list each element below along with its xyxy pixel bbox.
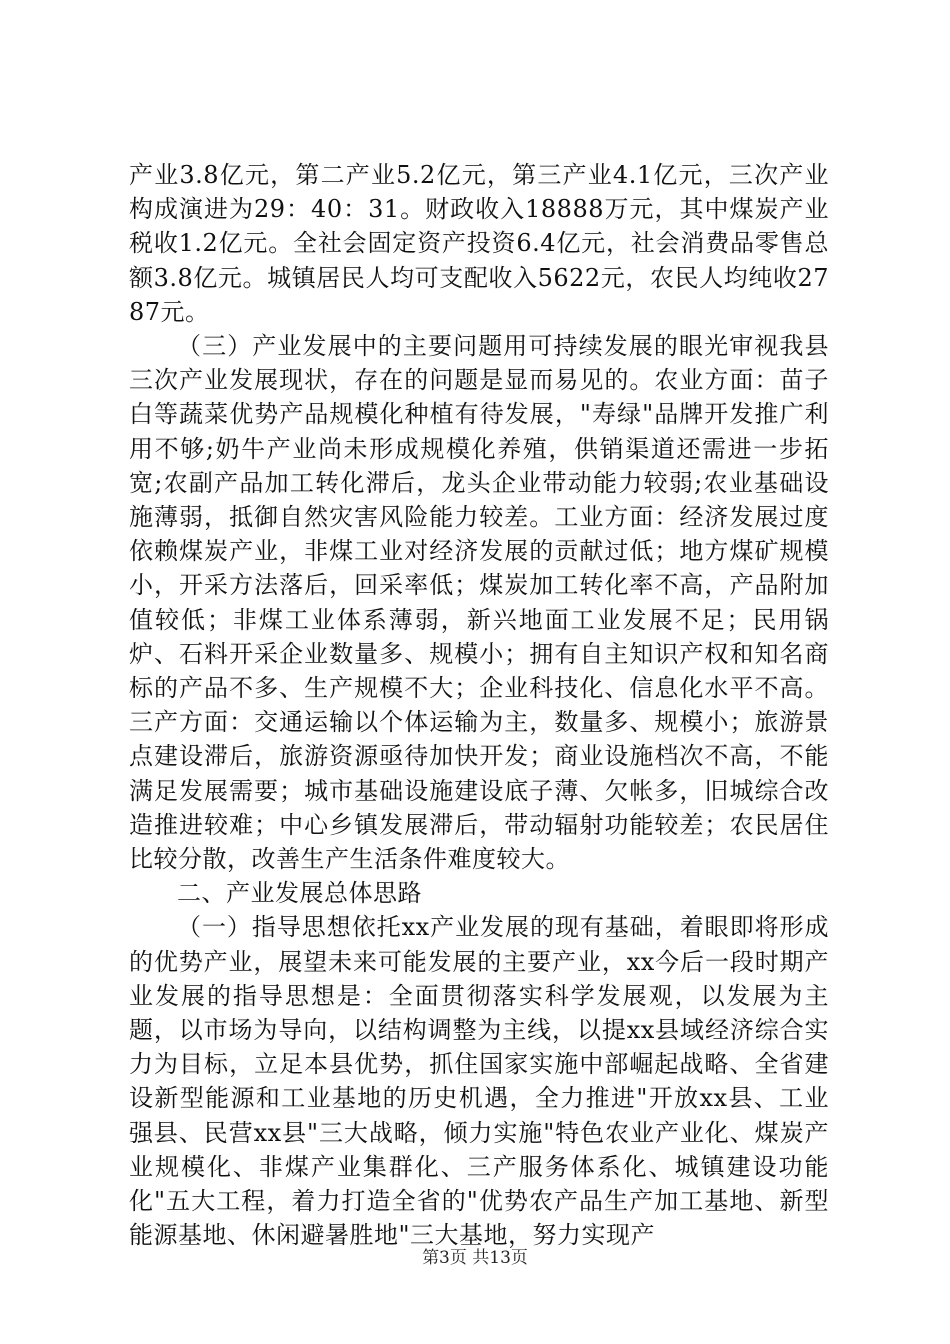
paragraph-guiding-ideology: （一）指导思想依托xx产业发展的现有基础，着眼即将形成的优势产业，展望未来可能发展的主要产业，xx今后一段时期产业发展的指导思想是：全面贯彻落实科学发展观，以发展为主题，以市场为导向，以结构调整为主线，以提xx县域经济综合实力为目标，立足本县优势，抓住国家实施中部崛起战略、全省建设新型能源和工业基地的历史机遇，全力推进"开放xx县、工业强县、民营xx县"三大战略，倾力实施"特色农业产业化、煤炭产业规模化、非煤产业集群化、三产服务体系化、城镇建设功能化"五大工程，着力打造全省的"优势农产品生产加工基地、新型能源基地、休闲避暑胜地"三大基地，努力实现产 <box>129 913 829 1250</box>
section-heading: 二、产业发展总体思路 <box>177 879 422 908</box>
paragraph-main-problems: （三）产业发展中的主要问题用可持续发展的眼光审视我县三次产业发展现状，存在的问题是显而易见的。农业方面：苗子白等蔬菜优势产品规模化种植有待发展，"寿绿"品牌开发推广利用不够;奶牛产业尚未形成规模化养殖，供销渠道还需进一步拓宽;农副产品加工转化滞后，龙头企业带动能力较弱;农业基础设施薄弱，抵御自然灾害风险能力较差。工业方面：经济发展过度依赖煤炭产业，非煤工业对经济发展的贡献过低；地方煤矿规模小，开采方法落后，回采率低；煤炭加工转化率不高，产品附加值较低；非煤工业体系薄弱，新兴地面工业发展不足；民用锅炉、石料开采企业数量多、规模小；拥有自主知识产权和知名商标的产品不多、生产规模不大；企业科技化、信息化水平不高。三产方面：交通运输以个体运输为主，数量多、规模小；旅游景点建设滞后，旅游资源亟待加快开发；商业设施档次不高，不能满足发展需要；城市基础设施建设底子薄、欠帐多，旧城综合改造推进较难；中心乡镇发展滞后，带动辐射功能较差；农民居住比较分散，改善生产生活条件难度较大。 <box>129 332 829 874</box>
document-body <box>129 158 829 1253</box>
paragraph-economic-figures: 产业3.8亿元，第二产业5.2亿元，第三产业4.1亿元，三次产业构成演进为29：40：31。财政收入18888万元，其中煤炭产业税收1.2亿元。全社会固定资产投资6.4亿元，社会消费品零售总额3.8亿元。城镇居民人均可支配收入5622元，农民人均纯收2787元。 <box>129 161 829 326</box>
page-footer: 第3页 共13页 <box>422 1248 528 1268</box>
